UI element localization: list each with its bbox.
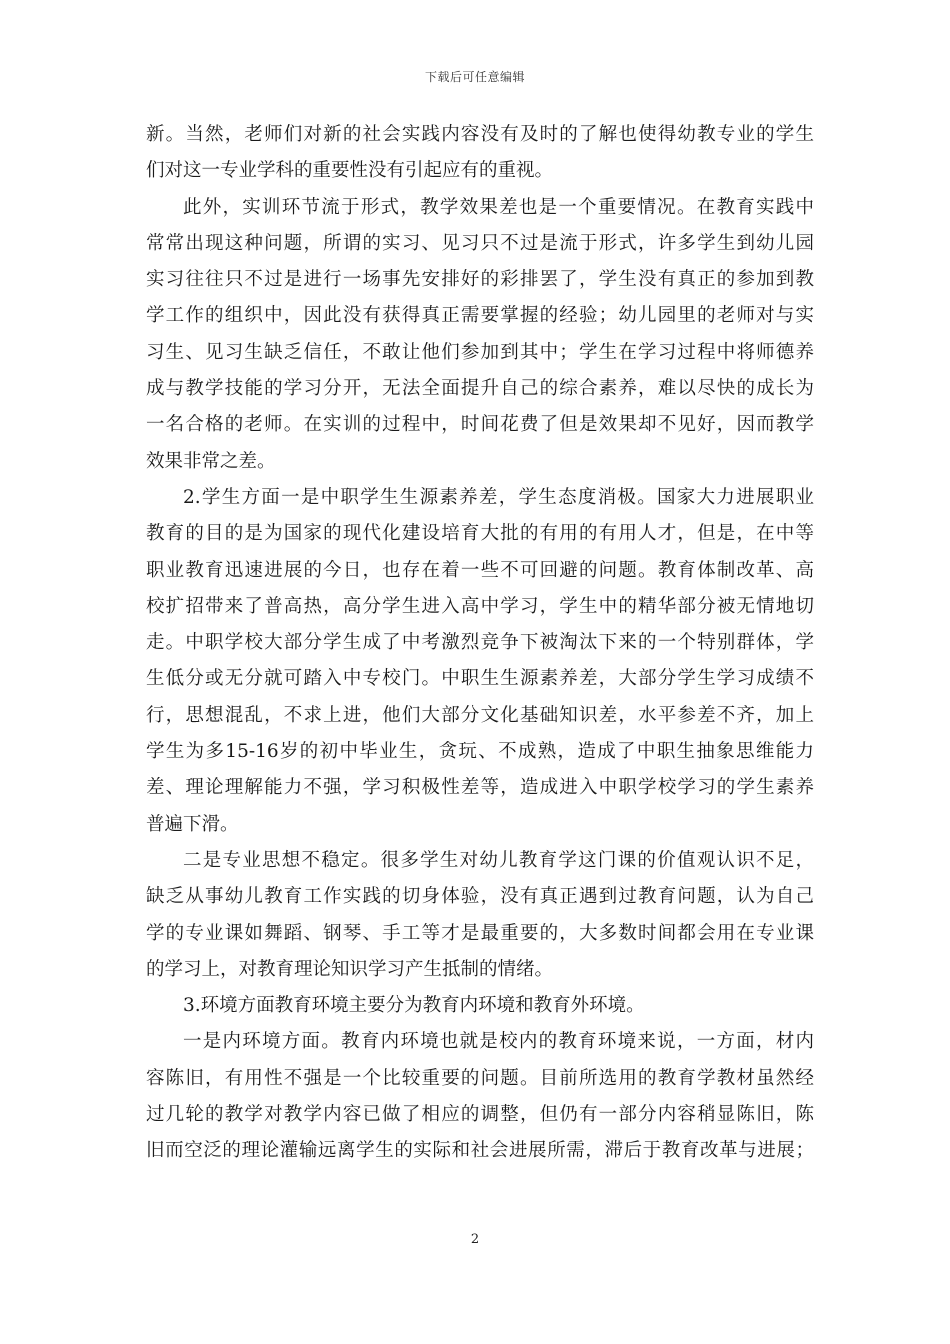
text-line: 们对这一专业学科的重要性没有引起应有的重视。 xyxy=(146,160,554,182)
text-line: 差、理论理解能力不强，学习积极性差等，造成进入中职学校学习的学生素养 xyxy=(146,777,814,799)
text-line: 二是专业思想不稳定。很多学生对幼儿教育学这门课的价值观认识不足， xyxy=(183,849,814,871)
text-line: 效果非常之差。 xyxy=(146,450,276,472)
text-line: 学生为多15-16岁的初中毕业生，贪玩、不成熟，造成了中职生抽象思维能力 xyxy=(146,741,814,763)
text-line: 缺乏从事幼儿教育工作实践的切身体验，没有真正遇到过教育问题，认为自己 xyxy=(146,886,814,908)
text-line: 行，思想混乱，不求上进，他们大部分文化基础知识差，水平参差不齐，加上 xyxy=(146,704,814,726)
page-number: 2 xyxy=(470,1232,480,1247)
text-line: 习生、见习生缺乏信任，不敢让他们参加到其中；学生在学习过程中将师德养 xyxy=(146,341,814,363)
text-line: 一名合格的老师。在实训的过程中，时间花费了但是效果却不见好，因而教学 xyxy=(146,414,814,436)
document-body xyxy=(146,117,814,1170)
text-line: 成与教学技能的学习分开，无法全面提升自己的综合素养，难以尽快的成长为 xyxy=(146,378,814,400)
text-line: 普遍下滑。 xyxy=(146,813,239,835)
text-line: 一是内环境方面。教育内环境也就是校内的教育环境来说，一方面，材内 xyxy=(183,1031,814,1053)
text-line: 过几轮的教学对教学内容已做了相应的调整，但仍有一部分内容稍显陈旧，陈 xyxy=(146,1104,814,1126)
text-line: 旧而空泛的理论灌输远离学生的实际和社会进展所需，滞后于教育改革与进展； xyxy=(146,1140,814,1162)
text-line: 教育的目的是为国家的现代化建设培育大批的有用的有用人才，但是，在中等 xyxy=(146,523,814,545)
text-line: 学工作的组织中，因此没有获得真正需要掌握的经验；幼儿园里的老师对与实 xyxy=(146,305,814,327)
text-line: 生低分或无分就可踏入中专校门。中职生生源素养差，大部分学生学习成绩不 xyxy=(146,668,814,690)
text-line: 学的专业课如舞蹈、钢琴、手工等才是最重要的，大多数时间都会用在专业课 xyxy=(146,922,814,944)
text-line: 此外，实训环节流于形式，教学效果差也是一个重要情况。在教育实践中 xyxy=(183,196,814,218)
text-line: 实习往往只不过是进行一场事先安排好的彩排罢了，学生没有真正的参加到教 xyxy=(146,269,814,291)
text-line: 职业教育迅速进展的今日，也存在着一些不可回避的问题。教育体制改革、高 xyxy=(146,559,814,581)
text-line: 容陈旧，有用性不强是一个比较重要的问题。目前所选用的教育学教材虽然经 xyxy=(146,1067,814,1089)
text-line: 新。当然，老师们对新的社会实践内容没有及时的了解也使得幼教专业的学生 xyxy=(146,124,814,145)
text-line: 的学习上，对教育理论知识学习产生抵制的情绪。 xyxy=(146,958,554,980)
text-line: 校扩招带来了普高热，高分学生进入高中学习，学生中的精华部分被无情地切 xyxy=(146,595,814,617)
text-line: 走。中职学校大部分学生成了中考激烈竞争下被淘汰下来的一个特别群体，学 xyxy=(146,632,814,654)
page-header-note: 下载后可任意编辑 xyxy=(424,70,525,84)
text-line: 常常出现这种问题，所谓的实习、见习只不过是流于形式，许多学生到幼儿园 xyxy=(146,232,814,254)
text-line: 3.环境方面教育环境主要分为教育内环境和教育外环境。 xyxy=(183,995,645,1017)
text-line: 2.学生方面一是中职学生生源素养差，学生态度消极。国家大力进展职业 xyxy=(183,486,814,508)
